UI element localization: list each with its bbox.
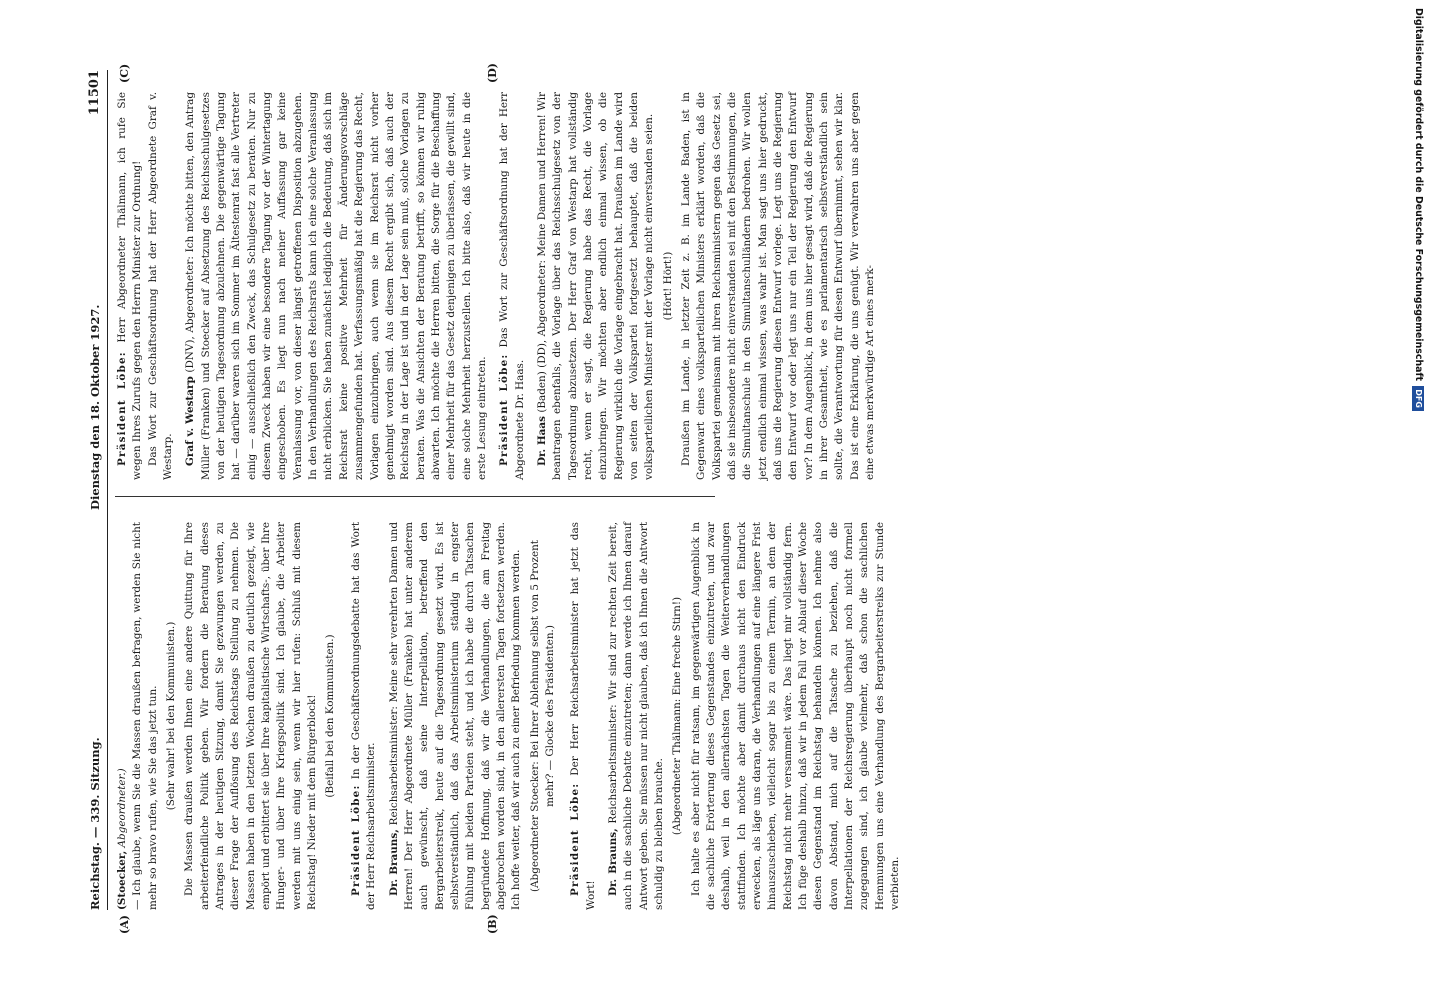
speaker-name: Präsident Löbe: xyxy=(498,353,511,466)
speaker-name: Dr. Haas xyxy=(535,416,548,466)
paragraph xyxy=(349,522,380,910)
paragraph-text: Reichsarbeitsminister: Meine sehr verehrten Damen und Herren! Der Herr Abgeordnete Müller (Franken) hat unter anderem auch gewünscht, daß seine Interpellation, betreffend den Bergarbeiterstreik, heute auf die Tagesordnung gesetzt wird. Es ist selbstverständlich, daß das Arbeitsministerium ständig in engster Fühlung mit beiden Parteien steht, und ich habe die durch Tatsachen begründete Hoffnung, daß wir die Verhandlungen, die am Freitag abgebrochen worden sind, in den allerersten Tagen fortsetzen werden. Ich hoffe weiter, daß wir auch zu einer Befriedung kommen werden. xyxy=(387,522,523,910)
paragraph: Die Massen draußen werden Ihnen eine andere Quittung für Ihre arbeiterfeindliche Politik geben. Wir fordern die Beratung dieses Antrages in der heutigen Sitzung, damit Sie gezwungen werden, zu dieser Frage der Auflösung des Reichstags Stellung zu nehmen. Die Massen haben in den letzten Wochen draußen zu deutlich gezeigt, wie empört und erbittert sie über Ihre kapitalistische Wirtschafts-, über Ihre Hunger- und über Ihre Kriegspolitik sind. Ich glaube, die Arbeiter werden mit uns einig sein, wenn wir hier rufen: Schluß mit diesem Reichstag! Nieder mit dem Bürgerblock! xyxy=(183,522,319,910)
digitization-credit xyxy=(1412,8,1424,592)
interjection: (Hört! Hört!) xyxy=(661,251,674,321)
paragraph xyxy=(568,522,599,910)
header-date: Dienstag den 18. Oktober 1927. xyxy=(88,304,102,510)
paragraph: Das Wort zur Geschäftsordnung hat der Herr Abgeordnete Graf v. Westarp. xyxy=(146,92,175,480)
margin-marker-b: (B) xyxy=(486,914,499,934)
spacer xyxy=(528,92,535,480)
interjection: (Abgeordneter Stoecker: Bei Ihrer Ablehnung selbst von 5 Prozent mehr? — Glocke des Präsidenten.) xyxy=(528,540,556,893)
right-column xyxy=(115,91,877,480)
page-header xyxy=(85,70,108,910)
paragraph xyxy=(606,522,667,910)
speaker-name: Graf v. Westarp xyxy=(184,376,197,466)
spacer xyxy=(342,522,349,910)
paragraph: Ich halte es aber nicht für ratsam, im gegenwärtigen Augenblick in die sachliche Erörterung dieses Gegenstandes einzutreten, und zwar deshalb, weil in den allernächsten Tagen die Weiterverhandlungen stattfinden. Ich möchte aber damit durchaus nicht den Eindruck erwecken, als läge uns daran, die Verhandlungen auf eine längere Frist hinauszuschieben, vielleicht sogar bis zu einem Termin, an dem der Reichstag nicht mehr versammelt wäre. Das liegt mir vollständig fern. Ich füge deshalb hinzu, daß wir in jedem Fall vor Ablauf dieser Woche diesen Gegenstand im Reichstag behandeln können. Ich nehme also davon Abstand, mich auf die Tatsache zu beziehen, daß die Interpellationen der Reichsregierung überhaupt noch nicht formell zugegangen sind, ich glaube vielmehr, daß schon die sachlichen Hemmungen uns eine Verhandlung des Bergarbeiterstreiks zur Stunde verbieten. xyxy=(689,522,902,910)
paragraph: Draußen im Lande, in letzter Zeit z. B. im Lande Baden, ist in Gegenwart eines volksparteilichen Ministers erklärt worden, daß die Volkspartei gemeinsam mit ihren Reichsministern gegen das Gesetz sei, daß sie insbesondere nicht einverstanden sei mit den Bestimmungen, die die Simultanschule in den Simultanschulländern bedrohen. Wir wollen jetzt endlich einmal wissen, was wahr ist. Man sagt uns hier gedruckt, daß uns die Regierung diesen Entwurf vorlege. Legt uns die Regierung den Entwurf vor oder legt uns nur ein Teil der Regierung den Entwurf vor? In dem Augenblick, in dem uns hier gesagt wird, daß die Regierung in ihrer Gesamtheit, wie es parlamentarisch selbstverständlich sein sollte, die Verantwortung für diesen Entwurf übernimmt, sehen wir klar. Das ist eine Erklärung, die uns genügt. Wir verwahren uns aber gegen eine etwas merkwürdige Art eines merk- xyxy=(680,92,877,480)
paragraph xyxy=(497,92,528,480)
paragraph-text: (Baden) (DD), Abgeordneter: Meine Damen und Herren! Wir beantragen ebenfalls, die Vorlage über das Reichsschulgesetz von der Tagesordnung abzusetzen. Der Herr Graf von Westarp hat vollständig recht, wenn er sagt, die Regierung habe das Recht, die Vorlage einzubringen. Wir möchten aber endlich einmal wissen, ob die Regierung wirklich die Vorlage eingebracht hat. Draußen im Lande wird von seiten der Volkspartei fortgesetzt behauptet, daß die beiden volksparteilichen Minister mit der Vorlage nicht einverstanden seien. xyxy=(535,92,656,480)
page-number: 11501 xyxy=(87,70,102,116)
margin-marker-c: (C) xyxy=(118,63,131,83)
spacer xyxy=(176,92,183,480)
rotated-page xyxy=(85,63,902,934)
speaker-name: (Stoecker, xyxy=(116,850,128,910)
paragraph xyxy=(387,522,525,910)
paragraph-text: Das Wort zur Geschäftsordnung hat der Herr Abgeordnete Dr. Haas. xyxy=(498,92,526,480)
spacer xyxy=(380,522,387,910)
paragraph-text: — Ich glaube, wenn Sie die Massen draußen befragen, werden Sie nicht mehr so bravo rufen, wie Sie das jetzt tun. xyxy=(131,522,159,910)
spacer xyxy=(561,522,568,910)
speaker-role: Abgeordneter.) xyxy=(116,768,128,848)
paragraph xyxy=(183,92,490,480)
speaker-name: Dr. Brauns, xyxy=(387,829,400,896)
interjection: (Abgeordneter Thälmann: Eine freche Stirn!) xyxy=(671,596,684,836)
header-session: Reichstag. — 339. Sitzung. xyxy=(88,737,102,910)
left-column xyxy=(115,522,902,910)
interjection: (Beifall bei den Kommunisten.) xyxy=(324,634,337,798)
speaker-name: Dr. Brauns, xyxy=(606,828,619,896)
speaker-name: Präsident Löbe: xyxy=(116,351,128,466)
paragraph xyxy=(535,92,658,480)
column-divider xyxy=(115,496,715,497)
speaker-name: Präsident Löbe: xyxy=(569,782,582,896)
margin-marker-d: (D) xyxy=(486,63,499,83)
paragraph xyxy=(115,92,146,480)
spacer xyxy=(599,522,606,910)
dfg-logo: DFG xyxy=(1412,386,1424,411)
speaker-name: Präsident Löbe: xyxy=(349,784,362,896)
margin-marker-a: (A) xyxy=(118,915,131,934)
paragraph-text: Herr Abgeordneter Thälmann, ich rufe Sie wegen Ihres Zurufs gegen den Herrn Minister zur Ordnung! xyxy=(116,92,144,480)
spacer xyxy=(490,92,497,480)
paragraph-text: Der Herr Reichsarbeitsminister hat jetzt das Wort! xyxy=(569,522,597,910)
paragraph-text: Reichsarbeitsminister: Wir sind zur rechten Zeit bereit, auch in die sachliche Debatte einzutreten; dann werde ich Ihnen darauf Antwort geben. Sie müssen nur nicht glauben, daß ich Ihnen die Antwort schuldig zu bleiben brauche. xyxy=(606,522,665,910)
interjection: (Sehr wahr! bei den Kommunisten.) xyxy=(165,621,178,811)
paragraph-text: In der Geschäftsordnungsdebatte hat das Wort der Herr Reichsarbeitsminister. xyxy=(349,522,378,910)
paragraph-text: (DNV), Abgeordneter: Ich möchte bitten, den Antrag Müller (Franken) und Stoecker auf Absetzung des Reichsschulgesetzes von der heutigen Tagesordnung abzulehnen. Die gegenwärtige Tagung hat — darüber waren sich im Sommer im Ältestenrat fast alle Vertreter einig — ausschließlich den Zweck, das Schulgesetz zu beraten. Nur zu diesem Zweck haben wir eine besondere Tagung vor der Wintertagung eingeschoben. Es liegt nun nach meiner Auffassung gar keine Veranlassung vor, von dieser längst getroffenen Disposition abzugehen. In den Verhandlungen des Reichsrats kann ich eine solche Veranlassung nicht erblicken. Sie haben zunächst lediglich die Bedeutung, daß sich im Reichsrat keine positive Mehrheit für Änderungsvorschläge zusammengefunden hat. Verfassungsmäßig hat die Regierung das Recht, Vorlagen einzubringen, auch wenn sie im Reichsrat nicht vorher genehmigt worden sind. Aus diesem Recht ergibt sich, daß auch der Reichstag in der Lage ist und in der Lage sein muß, solche Vorlagen zu beraten. Was die Ansichten der Beratung betrifft, so können wir ruhig abwarten. Ich möchte die Herren bitten, die Sorge für die Beschaffung einer Mehrheit für das Gesetz denjenigen zu überlassen, die gewillt sind, eine solche Mehrheit herzustellen. Ich bitte also, daß wir heute in die erste Lesung eintreten. xyxy=(184,91,488,480)
credit-text: Digitalisierung gefördert durch die Deutsche Forschungsgemeinschaft xyxy=(1413,8,1424,382)
paragraph xyxy=(115,522,161,910)
